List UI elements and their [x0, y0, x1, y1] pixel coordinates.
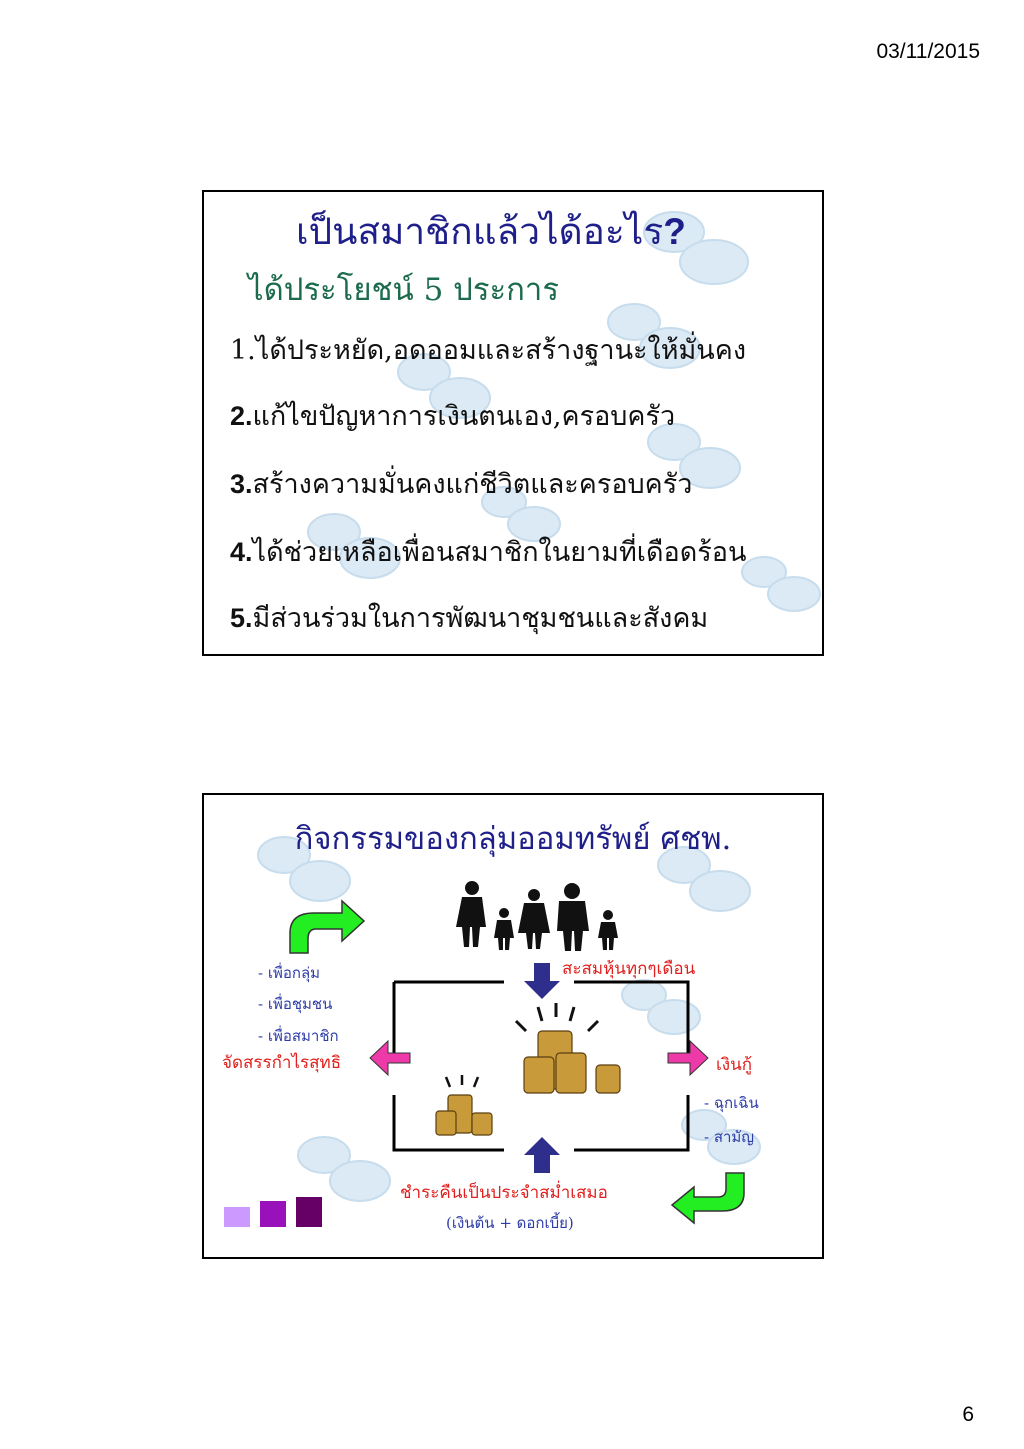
green-return-arrow-icon [672, 1173, 744, 1223]
repay-label: ชำระคืนเป็นประจำสม่ำเสมอ [400, 1183, 608, 1203]
loan-item-ordinary: - สามัญ [704, 1128, 755, 1146]
loan-label: เงินกู้ [716, 1055, 753, 1075]
slide1-title: เป็นสมาชิกแล้วได้อะไร? [296, 210, 686, 253]
benefit-item-3: 3.สร้างความมั่นคงแก่ชีวิตและครอบครัว [230, 469, 693, 500]
legend-square-dark [296, 1197, 322, 1227]
allocate-item-2: - เพื่อชุมชน [258, 995, 333, 1013]
green-arrow-icon [290, 901, 364, 953]
question-mark: ? [663, 211, 686, 252]
benefit-item-1: 1.ได้ประหยัด,อดออมและสร้างฐานะให้มั่นคง [230, 335, 747, 366]
page-number: 6 [962, 1403, 974, 1426]
benefit-item-2: 2.แก้ไขปัญหาการเงินตนเอง,ครอบครัว [230, 401, 676, 432]
loan-item-emergency: - ฉุกเฉิน [704, 1094, 759, 1112]
savings-label: สะสมหุ้นทุกๆเดือน [562, 959, 696, 979]
left-pink-arrow-icon [370, 1041, 410, 1075]
coin-stack-small-icon [436, 1095, 492, 1135]
allocate-item-3: - เพื่อสมาชิก [258, 1027, 339, 1045]
allocate-profit-label: จัดสรรกำไรสุทธิ [222, 1053, 342, 1073]
benefit-item-4: 4.ได้ช่วยเหลือเพื่อนสมาชิกในยามที่เดือดร้อน [230, 537, 747, 568]
family-silhouette-icon [456, 881, 618, 951]
slide-benefits [202, 190, 824, 656]
slide1-subtitle: ได้ประโยชน์ 5 ประการ [248, 272, 559, 308]
allocate-item-1: - เพื่อกลุ่ม [258, 964, 321, 982]
slide-activities [202, 793, 824, 1259]
down-arrow-icon [524, 963, 560, 999]
up-arrow-icon [524, 1137, 560, 1173]
coin-stack-large-icon [524, 1031, 620, 1093]
page-date: 03/11/2015 [876, 40, 980, 63]
repay-note: (เงินต้น + ดอกเบี้ย) [446, 1214, 574, 1232]
slide2-title: กิจกรรมของกลุ่มออมทรัพย์ ศชพ. [294, 821, 732, 857]
benefit-item-5: 5.มีส่วนร่วมในการพัฒนาชุมชนและสังคม [230, 603, 709, 634]
legend-square-mid [260, 1201, 286, 1227]
legend-square-light [224, 1207, 250, 1227]
